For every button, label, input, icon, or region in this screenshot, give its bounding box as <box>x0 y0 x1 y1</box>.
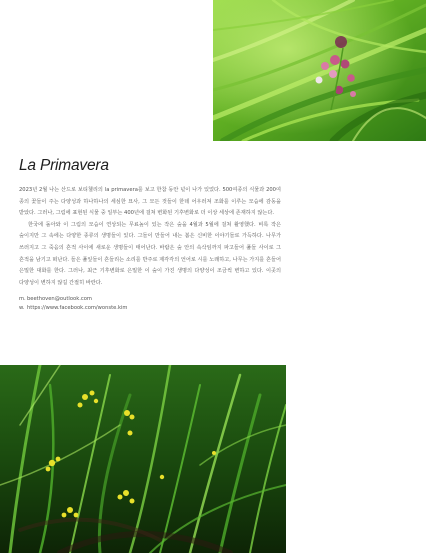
website-link[interactable]: https://www.facebook.com/wonste.kim <box>27 305 128 312</box>
bottom-photo <box>0 365 286 553</box>
article-paragraph-1: 2023년 2월 나는 산드로 보티첼리의 la primavera를 보고 한참 동안 넋이 나가 있었다. 500여종의 식물과 200여 종의 꽃들이 주는 다양성과 하나하나의 세심한 묘사, 그 모든 것들이 한데 어우러져 조화를 이루는 모습에 감동을 받았다. 그러나, 그림에 표현된 식물 중 일부는 400년에 걸쳐 변화된 기후변화로 더 이상 세상에 존재하지 않는다. <box>19 187 281 217</box>
website-line <box>19 304 281 313</box>
top-photo <box>213 0 426 141</box>
email-prefix: m. <box>19 296 26 303</box>
contact-info <box>19 295 281 313</box>
pink-flowers-grass-image <box>213 0 426 141</box>
article <box>19 157 281 313</box>
yellow-flowers-meadow-image <box>0 365 286 553</box>
email-line <box>19 295 281 304</box>
article-title: La Primavera <box>19 157 109 174</box>
email-link[interactable]: beethoven@outlook.com <box>27 296 92 303</box>
website-prefix: w. <box>19 305 25 312</box>
article-paragraph-2: 한국에 돌아와 이 그림의 모습이 연상되는 무료높이 있는 작은 숲을 4월과 5월에 걸쳐 촬영했다. 비록 작은 숲이지만 그 속에는 다양한 종류의 생명들이 있다. 그들이 만들어 내는 봄은 신비한 이야기들로 가득하다. 나무가 쓰러지고 그 죽음의 흔적 사이에 새로운 생명들이 태어난다. 바람은 숲 안의 속삭임까지 파고들어 풀들 사이로 그 흔적을 남기고 떠난다. 들은 풀잎들이 흔들리는 소리를 반주로 제각각의 언어로 시를 노래하고, 나무는 가지를 흔들어 은밀한 대화를 한다. 그러나, 최근 기후변화로 은밀한 이 숲이 가진 생명의 다양성이 조금씩 변하고 있다. 이곳의 다양성이 변하지 않길 간절히 바란다. <box>19 221 281 286</box>
